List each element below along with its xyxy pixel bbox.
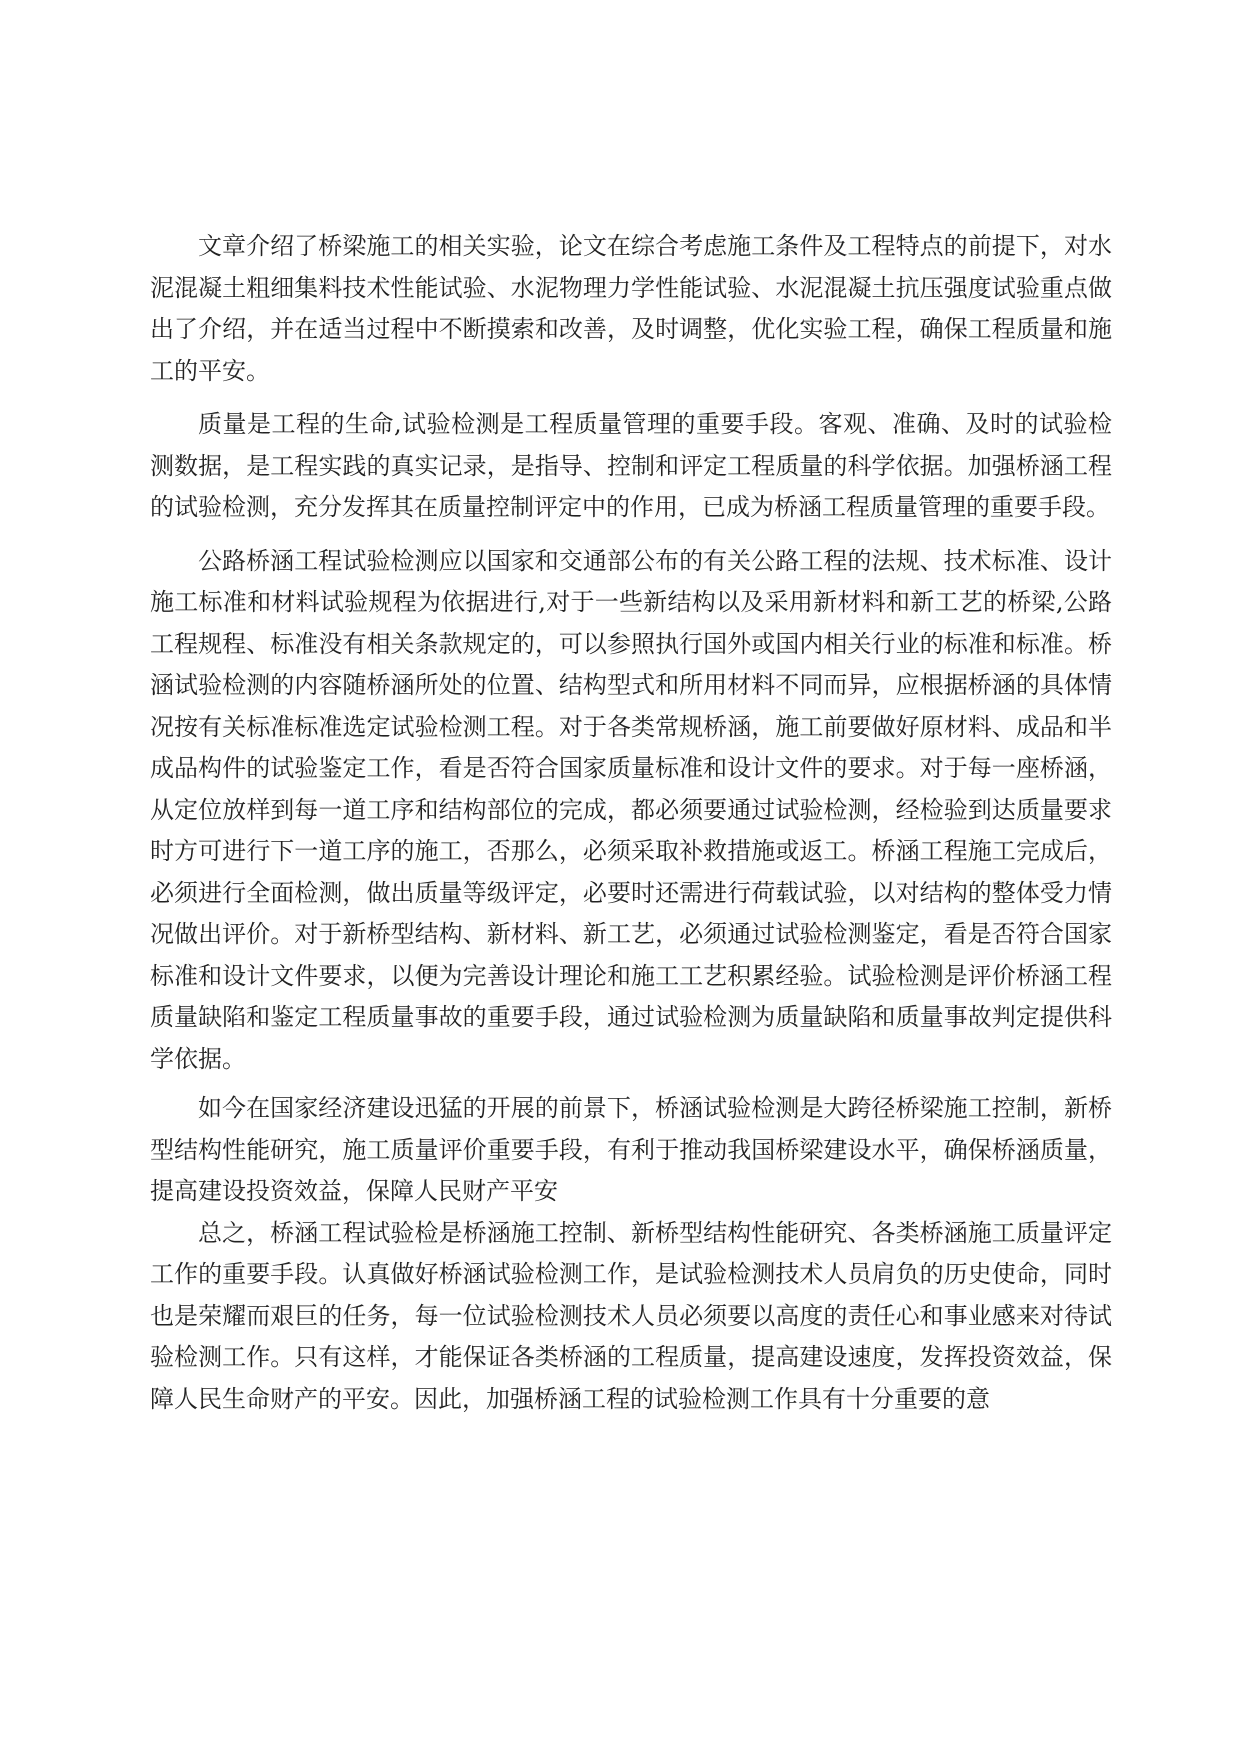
body-text <box>150 226 1112 1420</box>
paragraph-quality: 质量是工程的生命,试验检测是工程质量管理的重要手段。客观、准确、及时的试验检测数据，是工程实践的真实记录，是指导、控制和评定工程质量的科学依据。加强桥涵工程的试验检测，充分发挥其在质量控制评定中的作用，已成为桥涵工程质量管理的重要手段。 <box>150 410 1112 521</box>
paragraph-conclusion: 总之，桥涵工程试验检是桥涵施工控制、新桥型结构性能研究、各类桥涵施工质量评定工作的重要手段。认真做好桥涵试验检测工作，是试验检测技术人员肩负的历史使命，同时也是荣耀而艰巨的任务，每一位试验检测技术人员必须要以高度的责任心和事业感来对待试验检测工作。只有这样，才能保证各类桥涵的工程质量，提高建设速度，发挥投资效益，保障人民生命财产的平安。因此，加强桥涵工程的试验检测工作具有十分重要的意 <box>150 1218 1112 1413</box>
paragraph-development: 如今在国家经济建设迅猛的开展的前景下，桥涵试验检测是大跨径桥梁施工控制，新桥型结构性能研究，施工质量评价重要手段，有利于推动我国桥梁建设水平，确保桥涵质量，提高建设投资效益，保障人民财产平安 <box>150 1094 1112 1205</box>
paragraph-intro: 文章介绍了桥梁施工的相关实验，论文在综合考虑施工条件及工程特点的前提下，对水泥混凝土粗细集料技术性能试验、水泥物理力学性能试验、水泥混凝土抗压强度试验重点做出了介绍，并在适当过程中不断摸索和改善，及时调整，优化实验工程，确保工程质量和施工的平安。 <box>150 232 1112 385</box>
paragraph-standards: 公路桥涵工程试验检测应以国家和交通部公布的有关公路工程的法规、技术标准、设计施工标准和材料试验规程为依据进行,对于一些新结构以及采用新材料和新工艺的桥梁,公路工程规程、标准没有相关条款规定的，可以参照执行国外或国内相关行业的标准和标准。桥涵试验检测的内容随桥涵所处的位置、结构型式和所用材料不同而异，应根据桥涵的具体情况按有关标准标准选定试验检测工程。对于各类常规桥涵，施工前要做好原材料、成品和半成品构件的试验鉴定工作，看是否符合国家质量标准和设计文件的要求。对于每一座桥涵，从定位放样到每一道工序和结构部位的完成，都必须要通过试验检测，经检验到达质量要求时方可进行下一道工序的施工，否那么，必须采取补救措施或返工。桥涵工程施工完成后，必须进行全面检测，做出质量等级评定，必要时还需进行荷载试验，以对结构的整体受力情况做出评价。对于新桥型结构、新材料、新工艺，必须通过试验检测鉴定，看是否符合国家标准和设计文件要求，以便为完善设计理论和施工工艺积累经验。试验检测是评价桥涵工程质量缺陷和鉴定工程质量事故的重要手段，通过试验检测为质量缺陷和质量事故判定提供科学依据。 <box>150 546 1112 1073</box>
